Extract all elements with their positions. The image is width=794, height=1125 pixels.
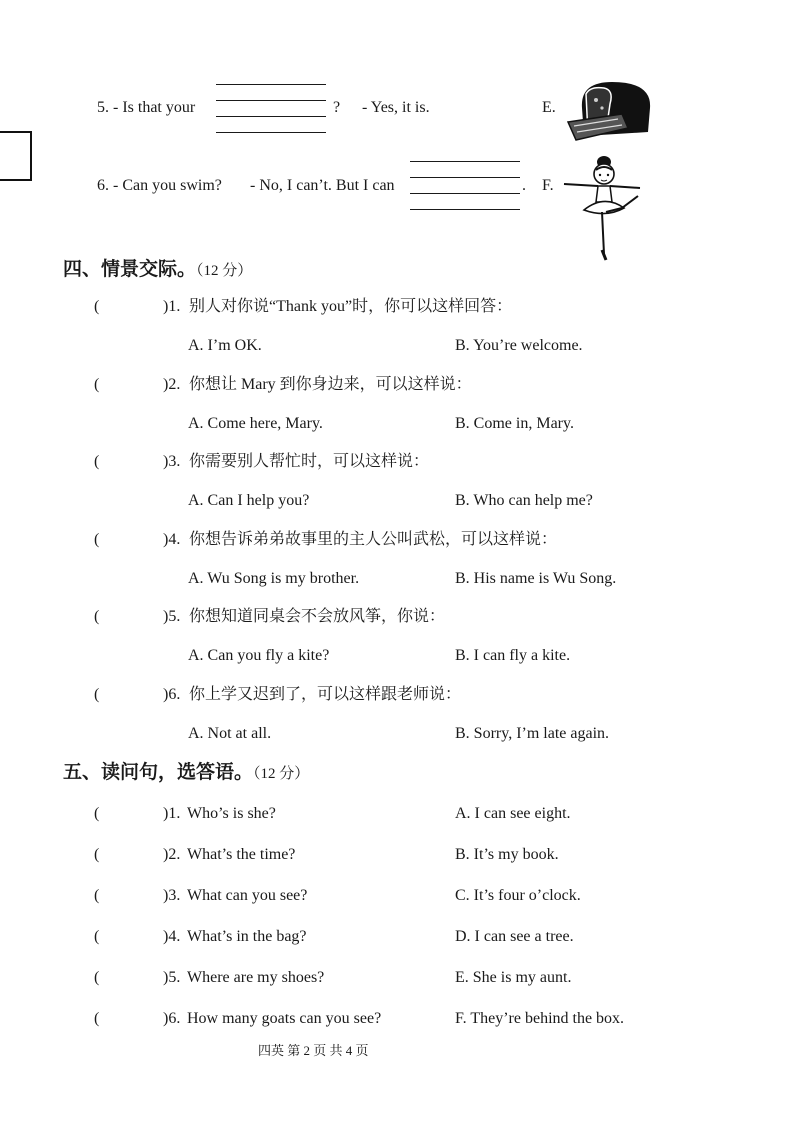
answer-option: B. It’s my book. — [455, 846, 559, 863]
question-number: )1. — [163, 805, 181, 822]
question-number: )3. — [163, 887, 181, 904]
picture-letter-e: E. — [542, 99, 556, 116]
item6-blank-line-2 — [410, 177, 520, 178]
answer-option: D. I can see a tree. — [455, 928, 574, 945]
item6-blank-line-3 — [410, 193, 520, 194]
question-number: )1. — [163, 298, 181, 315]
question-prompt: 你需要别人帮忙时，可以这样说： — [189, 453, 430, 470]
answer-paren-open[interactable]: ( — [94, 1010, 100, 1027]
item5-question-mark: ? — [333, 99, 341, 116]
answer-paren-open[interactable]: ( — [94, 530, 100, 548]
section5-points: （12 分） — [253, 766, 310, 782]
question-number: )3. — [163, 453, 181, 470]
item5-blank-line-1 — [216, 84, 326, 85]
item6-answer: - No, I can’t. But I can — [250, 177, 395, 194]
answer-paren-open[interactable]: ( — [94, 685, 100, 703]
option-a: A. Can I help you? — [188, 492, 310, 509]
item5-blank-line-4 — [216, 132, 326, 133]
item6-blank-line-1 — [410, 161, 520, 162]
option-a: A. Not at all. — [188, 724, 272, 742]
question-number: )6. — [163, 1010, 181, 1027]
option-b: B. Who can help me? — [455, 492, 593, 509]
question-number: )5. — [163, 608, 181, 625]
option-a: A. Can you fly a kite? — [188, 647, 330, 664]
question-text: What’s the time? — [187, 846, 296, 863]
answer-paren-open[interactable]: ( — [94, 846, 100, 863]
question-text: What’s in the bag? — [187, 928, 307, 945]
answer-paren-open[interactable]: ( — [94, 453, 100, 470]
question-number: )2. — [163, 375, 181, 393]
question-text: Who’s is she? — [187, 805, 276, 822]
bread-icon — [562, 78, 654, 144]
option-b: B. Come in, Mary. — [455, 414, 574, 432]
section4-heading — [63, 257, 252, 283]
section5-heading — [63, 760, 309, 786]
answer-paren-open[interactable]: ( — [94, 375, 100, 393]
option-a: A. I’m OK. — [188, 337, 262, 354]
option-b: B. You’re welcome. — [455, 337, 583, 354]
section5-title: 五、读问句，选答语。 — [63, 761, 254, 783]
answer-paren-open[interactable]: ( — [94, 298, 100, 315]
item5-question: 5. - Is that your — [97, 99, 196, 116]
answer-option: A. I can see eight. — [455, 805, 571, 822]
answer-paren-open[interactable]: ( — [94, 928, 100, 945]
dancer-icon — [560, 150, 644, 262]
question-prompt: 你想告诉弟弟故事里的主人公叫武松，可以这样说： — [189, 530, 558, 548]
answer-option: E. She is my aunt. — [455, 969, 572, 986]
question-number: )6. — [163, 685, 181, 703]
question-prompt: 你上学又迟到了，可以这样跟老师说： — [189, 685, 462, 703]
section4-title: 四、情景交际。 — [63, 258, 197, 280]
option-b: B. I can fly a kite. — [455, 647, 571, 664]
item5-answer: - Yes, it is. — [362, 99, 430, 116]
question-number: )4. — [163, 530, 181, 548]
answer-paren-open[interactable]: ( — [94, 608, 100, 625]
section4-points: （12 分） — [196, 263, 253, 279]
option-b: B. Sorry, I’m late again. — [455, 724, 610, 742]
item5-blank-line-2 — [216, 100, 326, 101]
option-a: A. Come here, Mary. — [188, 414, 323, 432]
question-text: Where are my shoes? — [187, 969, 325, 986]
question-number: )2. — [163, 846, 181, 863]
option-b: B. His name is Wu Song. — [455, 569, 617, 587]
question-prompt: 你想让 Mary 到你身边来，可以这样说： — [189, 375, 472, 393]
answer-option: C. It’s four o’clock. — [455, 887, 581, 904]
answer-paren-open[interactable]: ( — [94, 805, 100, 822]
answer-option: F. They’re behind the box. — [455, 1010, 625, 1027]
question-number: )4. — [163, 928, 181, 945]
question-prompt: 你想知道同桌会不会放风筝，你说： — [189, 608, 446, 625]
item5-blank-line-3 — [216, 116, 326, 117]
item6-question: 6. - Can you swim? — [97, 177, 222, 194]
item6-period: . — [522, 177, 526, 194]
answer-paren-open[interactable]: ( — [94, 969, 100, 986]
question-number: )5. — [163, 969, 181, 986]
margin-binding-mark — [0, 131, 32, 181]
question-text: How many goats can you see? — [187, 1010, 382, 1027]
picture-letter-f: F. — [542, 177, 554, 194]
question-text: What can you see? — [187, 887, 308, 904]
question-prompt: 别人对你说“Thank you”时，你可以这样回答： — [189, 298, 513, 315]
item6-blank-line-4 — [410, 209, 520, 210]
page-footer: 四英 第 2 页 共 4 页 — [258, 1043, 369, 1058]
answer-paren-open[interactable]: ( — [94, 887, 100, 904]
option-a: A. Wu Song is my brother. — [188, 569, 360, 587]
